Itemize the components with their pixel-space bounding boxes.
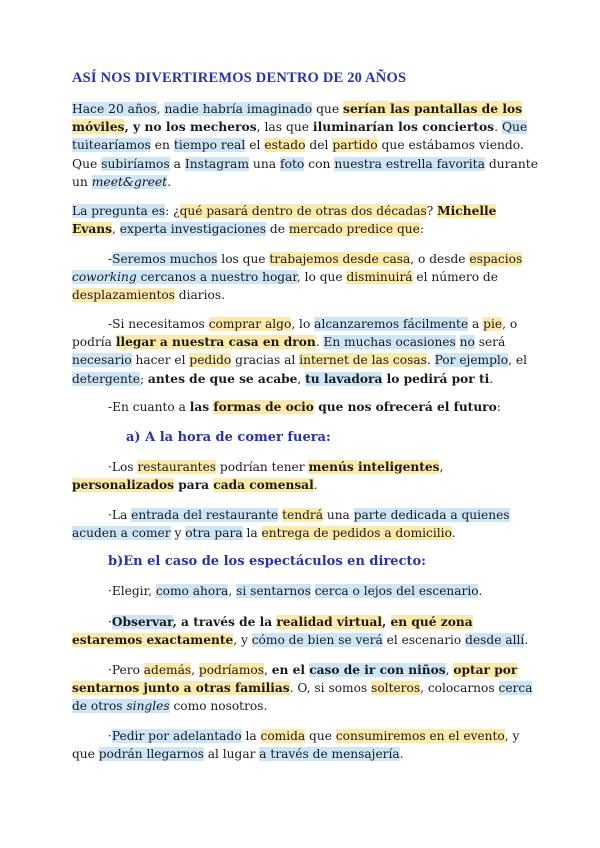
text-run: , — [382, 615, 391, 629]
text-run: Seremos muchos — [112, 252, 218, 266]
text-run: , o podría — [72, 317, 518, 350]
text-run: como ahora — [155, 584, 229, 598]
text-run: pie — [483, 317, 503, 331]
text-run: en el — [271, 663, 310, 677]
text-run: coworking — [72, 270, 137, 285]
text-run: pedido — [189, 353, 232, 368]
text-run: meet&greet — [91, 174, 168, 189]
text-run: espacios — [469, 252, 523, 266]
text-run: hacer el — [131, 353, 190, 368]
text-run: , a través de la — [172, 615, 277, 629]
text-run: cada comensal — [213, 478, 314, 493]
text-run: foto — [280, 156, 305, 171]
text-run: podrán llegarnos — [98, 747, 204, 762]
text-run: solteros — [371, 681, 421, 696]
paragraph-virtual-reality — [72, 613, 537, 649]
text-run: , o desde — [410, 252, 470, 266]
text-run: a — [169, 156, 185, 171]
text-run: Observar — [111, 615, 173, 629]
text-run: : ¿ — [165, 204, 180, 218]
text-run: . — [489, 371, 494, 386]
text-run: , — [228, 584, 237, 598]
text-run: menús inteligentes — [308, 460, 440, 474]
text-run: ·Elegir, — [108, 584, 156, 598]
text-run: Michelle Evans — [72, 204, 497, 237]
text-run: estado — [264, 138, 306, 153]
text-run: tiempo real — [173, 138, 246, 153]
text-run: , y que — [72, 729, 520, 762]
text-run: los que — [217, 252, 270, 266]
text-run: que nos ofrecerá el futuro — [313, 400, 497, 414]
text-run: partido — [332, 138, 378, 153]
text-run: restaurantes — [137, 460, 217, 474]
text-run: personalizados — [72, 478, 175, 493]
text-run: . — [478, 584, 483, 598]
text-run: cercanos a nuestro hogar — [136, 270, 297, 285]
text-run: tendrá — [282, 508, 323, 522]
text-run: , — [445, 663, 454, 677]
text-run: lo pedirá por ti — [382, 371, 490, 386]
text-run: como nosotros. — [169, 699, 268, 714]
paragraph-question — [72, 202, 534, 238]
text-run: · — [108, 615, 112, 629]
text-run: y — [170, 526, 186, 541]
text-run: . O, si somos — [289, 681, 372, 696]
text-run: la — [241, 729, 261, 743]
text-run: : — [419, 222, 424, 237]
text-run: una — [249, 156, 281, 171]
text-run: nuestra estrella favorita — [334, 156, 485, 171]
text-run: mercado predice que — [288, 222, 420, 237]
text-run: con — [304, 156, 335, 171]
text-run: Por ejemplo — [434, 353, 509, 368]
text-run: -En cuanto a — [108, 400, 190, 414]
text-run: . — [494, 120, 502, 135]
text-run: si sentarnos — [236, 584, 311, 598]
text-run: de — [266, 222, 289, 237]
paragraph-leisure — [108, 398, 538, 416]
text-run: del escenario — [392, 584, 479, 598]
text-run: optar por sentarnos junto a otras familias — [72, 663, 518, 696]
text-run: las — [189, 400, 214, 414]
text-run: ·Los — [108, 460, 138, 474]
text-run: , lo que — [296, 270, 347, 285]
paragraph-restaurant-entrance — [72, 506, 527, 542]
text-run: experta investigaciones — [119, 222, 267, 237]
text-run: podrían tener — [216, 460, 309, 474]
paragraph-shopping — [72, 315, 538, 388]
text-run: una — [322, 508, 354, 522]
paragraph-order-food — [72, 727, 534, 763]
text-run: antes de que se acabe — [147, 371, 298, 386]
text-run: cerca o lejos — [314, 584, 393, 598]
text-run: ·Pero — [108, 663, 144, 677]
text-run: serían las pantallas de los móviles — [72, 101, 523, 135]
text-run: desde allí — [465, 633, 525, 648]
text-run: internet de las cosas — [299, 353, 427, 368]
text-run: , las que — [256, 120, 313, 135]
paragraph-remote-work — [72, 250, 534, 305]
text-run: - — [108, 252, 113, 266]
text-run: , lo — [291, 317, 315, 331]
text-run: será — [474, 335, 506, 350]
text-run: otra para — [185, 526, 243, 541]
text-run: comprar algo — [208, 317, 292, 331]
text-run: cerca de otros — [72, 681, 533, 714]
text-run: ; — [139, 371, 148, 386]
text-run: caso de ir con niños — [309, 663, 446, 677]
text-run: iluminarían los conciertos — [312, 119, 495, 135]
text-run: Que tuitearíamos — [72, 120, 528, 153]
text-run: , — [297, 371, 306, 386]
text-run: podríamos — [198, 663, 264, 677]
text-run: , y no los mecheros — [124, 119, 257, 135]
text-run: Pedir por adelantado — [111, 729, 242, 743]
text-run: que estábamos viendo. Que — [72, 138, 524, 171]
text-run: , — [191, 663, 199, 677]
text-run: , — [263, 663, 272, 677]
text-run: . — [167, 174, 172, 189]
subheading-live-shows: b)En el caso de los espectáculos en directo: — [108, 554, 426, 569]
text-run: , colocarnos — [420, 681, 499, 696]
text-run: cómo de bien se verá — [251, 633, 383, 648]
text-run: . — [315, 335, 324, 350]
text-run: Instagram — [184, 156, 250, 171]
text-run: el número de — [412, 270, 498, 285]
page-title: ASÍ NOS DIVERTIREMOS DENTRO DE 20 AÑOS — [72, 70, 407, 86]
text-run: , el — [508, 353, 527, 368]
text-run: ·La — [108, 508, 132, 522]
text-run: necesario — [72, 353, 132, 368]
text-run: parte dedicada a quienes acuden a comer — [72, 508, 510, 541]
text-run: llegar a nuestra casa en dron — [115, 335, 316, 350]
text-run: comida — [260, 729, 306, 743]
text-run: qué pasará dentro de otras dos décadas — [179, 204, 427, 218]
text-run: en qué zona — [390, 615, 473, 629]
text-run: estaremos exactamente — [72, 633, 234, 648]
text-run: del — [305, 138, 333, 153]
text-run: al lugar — [203, 747, 260, 762]
text-run: consumiremos en el evento — [335, 729, 505, 743]
text-run: . — [426, 353, 435, 368]
text-run: La pregunta es — [72, 204, 166, 218]
text-run: además — [143, 663, 192, 677]
text-run: en — [150, 138, 174, 153]
text-run: . — [313, 478, 318, 493]
text-run: la — [242, 526, 262, 541]
text-run: alcanzaremos fácilmente — [314, 317, 469, 331]
text-run: para — [174, 478, 214, 493]
paragraph-choose-seat — [108, 582, 528, 600]
text-run: trabajemos desde casa — [269, 252, 411, 266]
text-run: entrega de pedidos a domicilio — [261, 526, 452, 541]
text-run: formas de ocio — [213, 400, 314, 414]
text-run: no — [459, 335, 475, 350]
text-run: el escenario — [382, 633, 466, 648]
paragraph-intro — [72, 100, 540, 191]
text-run: singles — [126, 699, 170, 714]
text-run: tu lavadora — [305, 371, 383, 386]
text-run: Hace 20 años — [72, 102, 157, 116]
subheading-eating-out: a) A la hora de comer fuera: — [126, 430, 331, 445]
text-run: , — [156, 102, 165, 116]
text-run: entrada del restaurante — [131, 508, 279, 522]
text-run: que — [312, 102, 344, 116]
text-run: , — [112, 222, 120, 237]
text-run: desplazamientos — [72, 288, 175, 303]
text-run: -Si necesitamos — [108, 317, 209, 331]
text-run: En muchas ocasiones — [323, 335, 456, 350]
text-run: gracias al — [231, 353, 300, 368]
text-run: que — [305, 729, 336, 743]
text-run: diarios. — [174, 288, 225, 303]
text-run: a través de mensajería — [259, 747, 400, 762]
text-run: , — [439, 460, 444, 474]
text-run: · — [108, 729, 112, 743]
text-run: a — [468, 317, 484, 331]
text-run: . — [451, 526, 456, 541]
text-run: ? — [426, 204, 438, 218]
text-run: durante un — [72, 156, 539, 189]
text-run: : — [496, 400, 501, 414]
text-run: nadie habría imaginado — [164, 102, 313, 116]
paragraph-families — [72, 661, 534, 716]
paragraph-smart-menus — [72, 458, 522, 494]
text-run: realidad virtual — [276, 615, 383, 629]
text-run: disminuirá — [346, 270, 413, 285]
text-run: . — [524, 633, 529, 648]
text-run: . — [399, 747, 404, 762]
text-run: detergente — [72, 371, 140, 386]
text-run: el — [245, 138, 265, 153]
text-run: , y — [233, 633, 252, 648]
text-run: subiríamos — [101, 156, 170, 171]
